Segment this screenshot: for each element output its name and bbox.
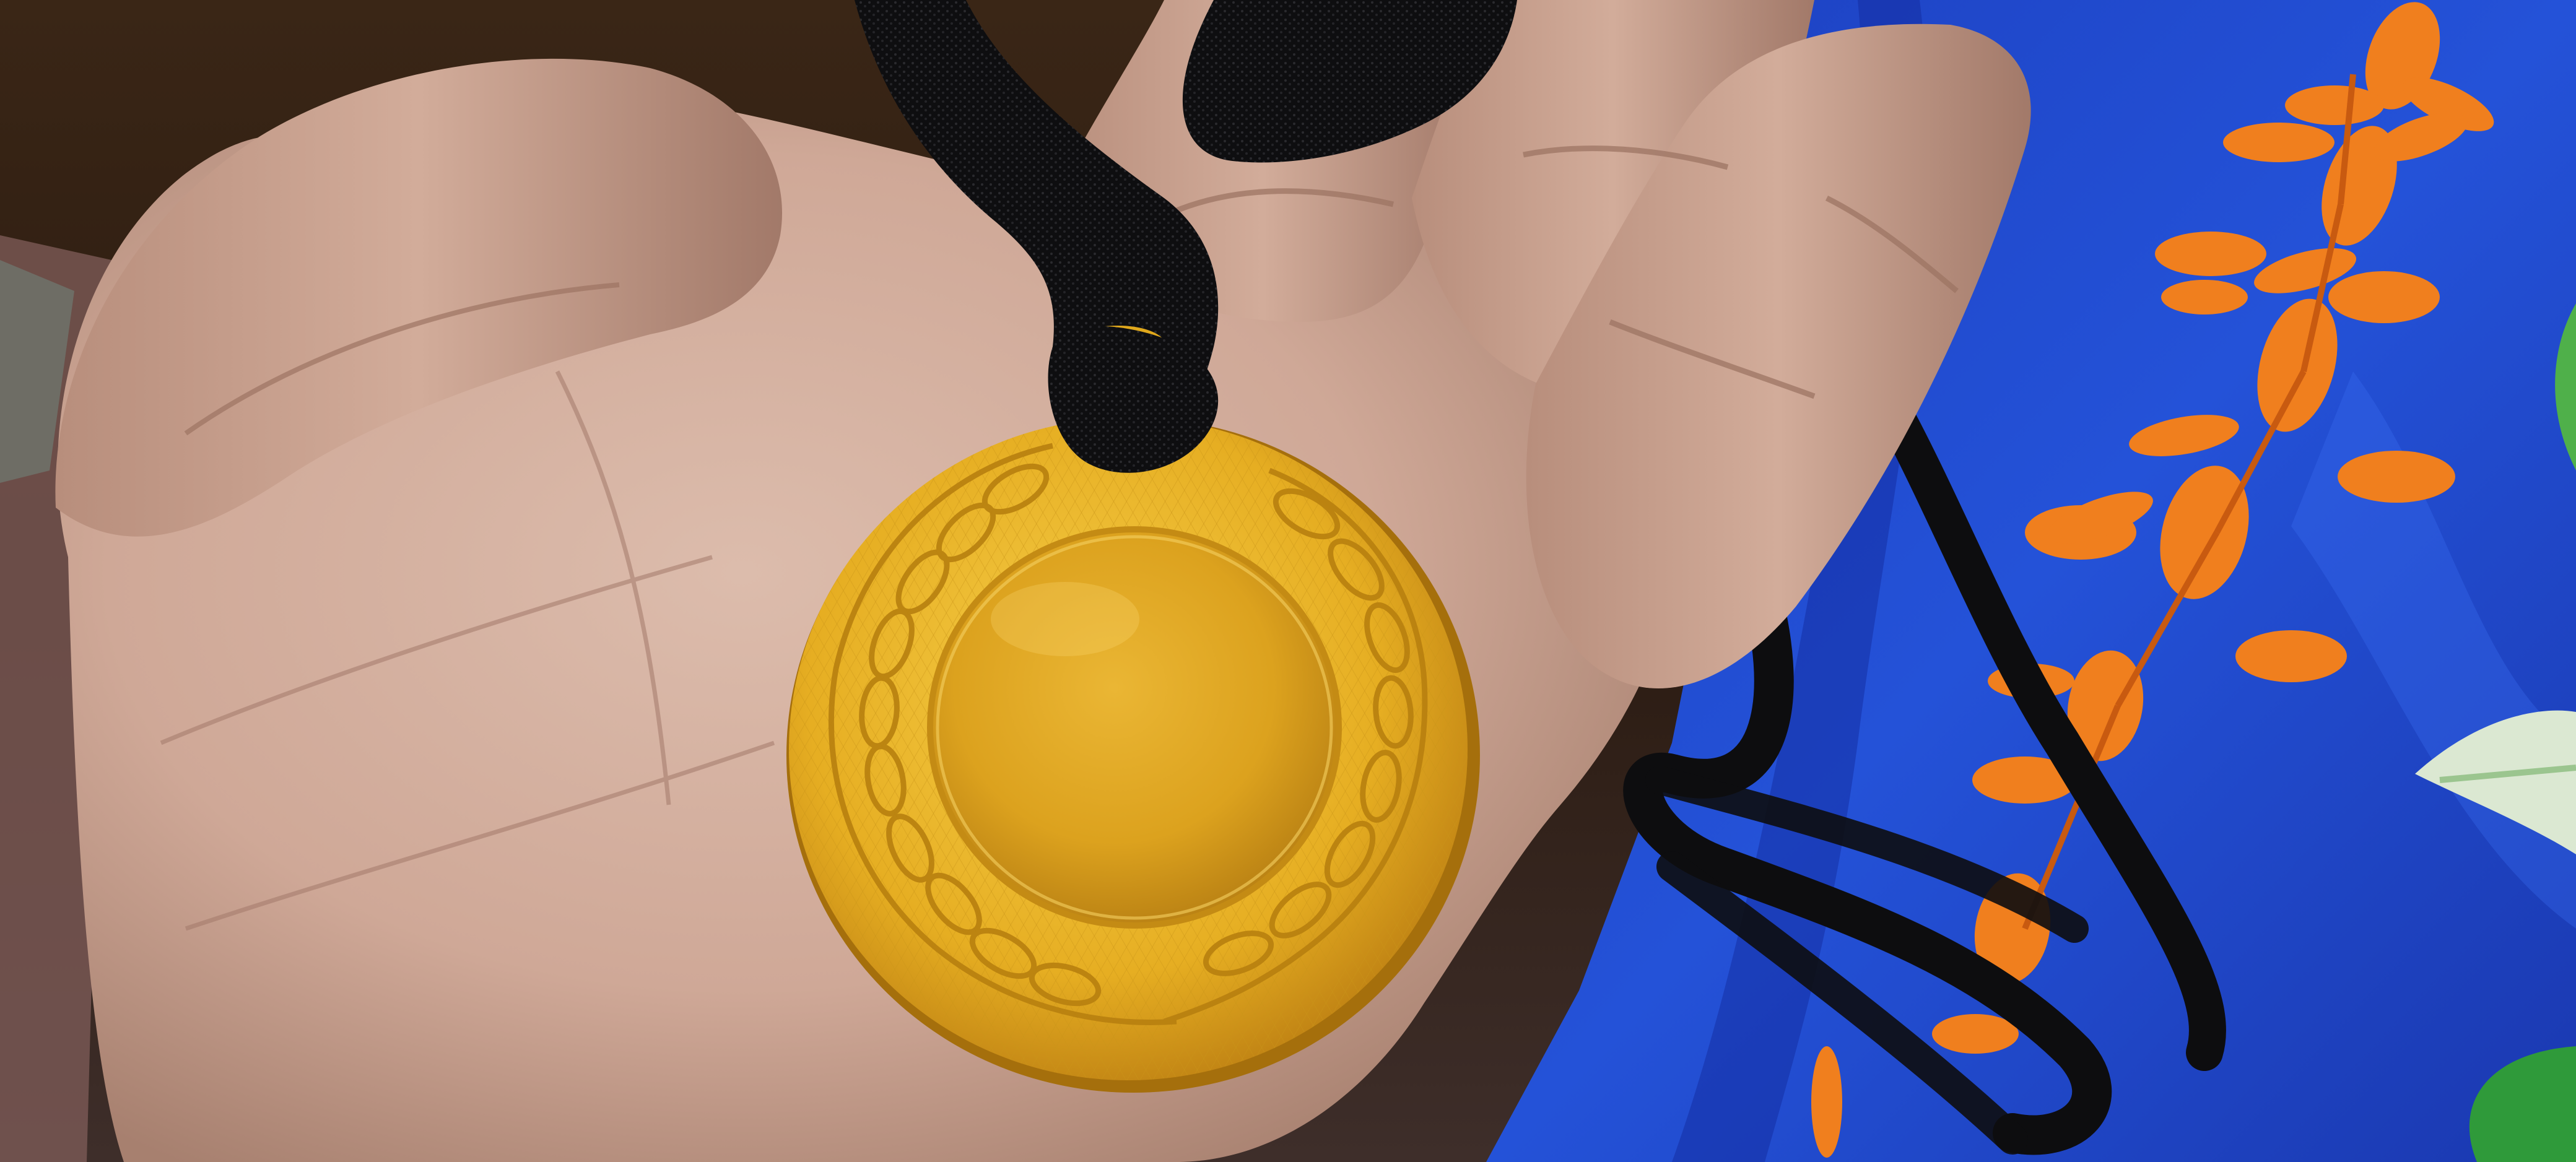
medal-center-disc	[930, 529, 1339, 926]
gold-medal	[786, 418, 1480, 1093]
